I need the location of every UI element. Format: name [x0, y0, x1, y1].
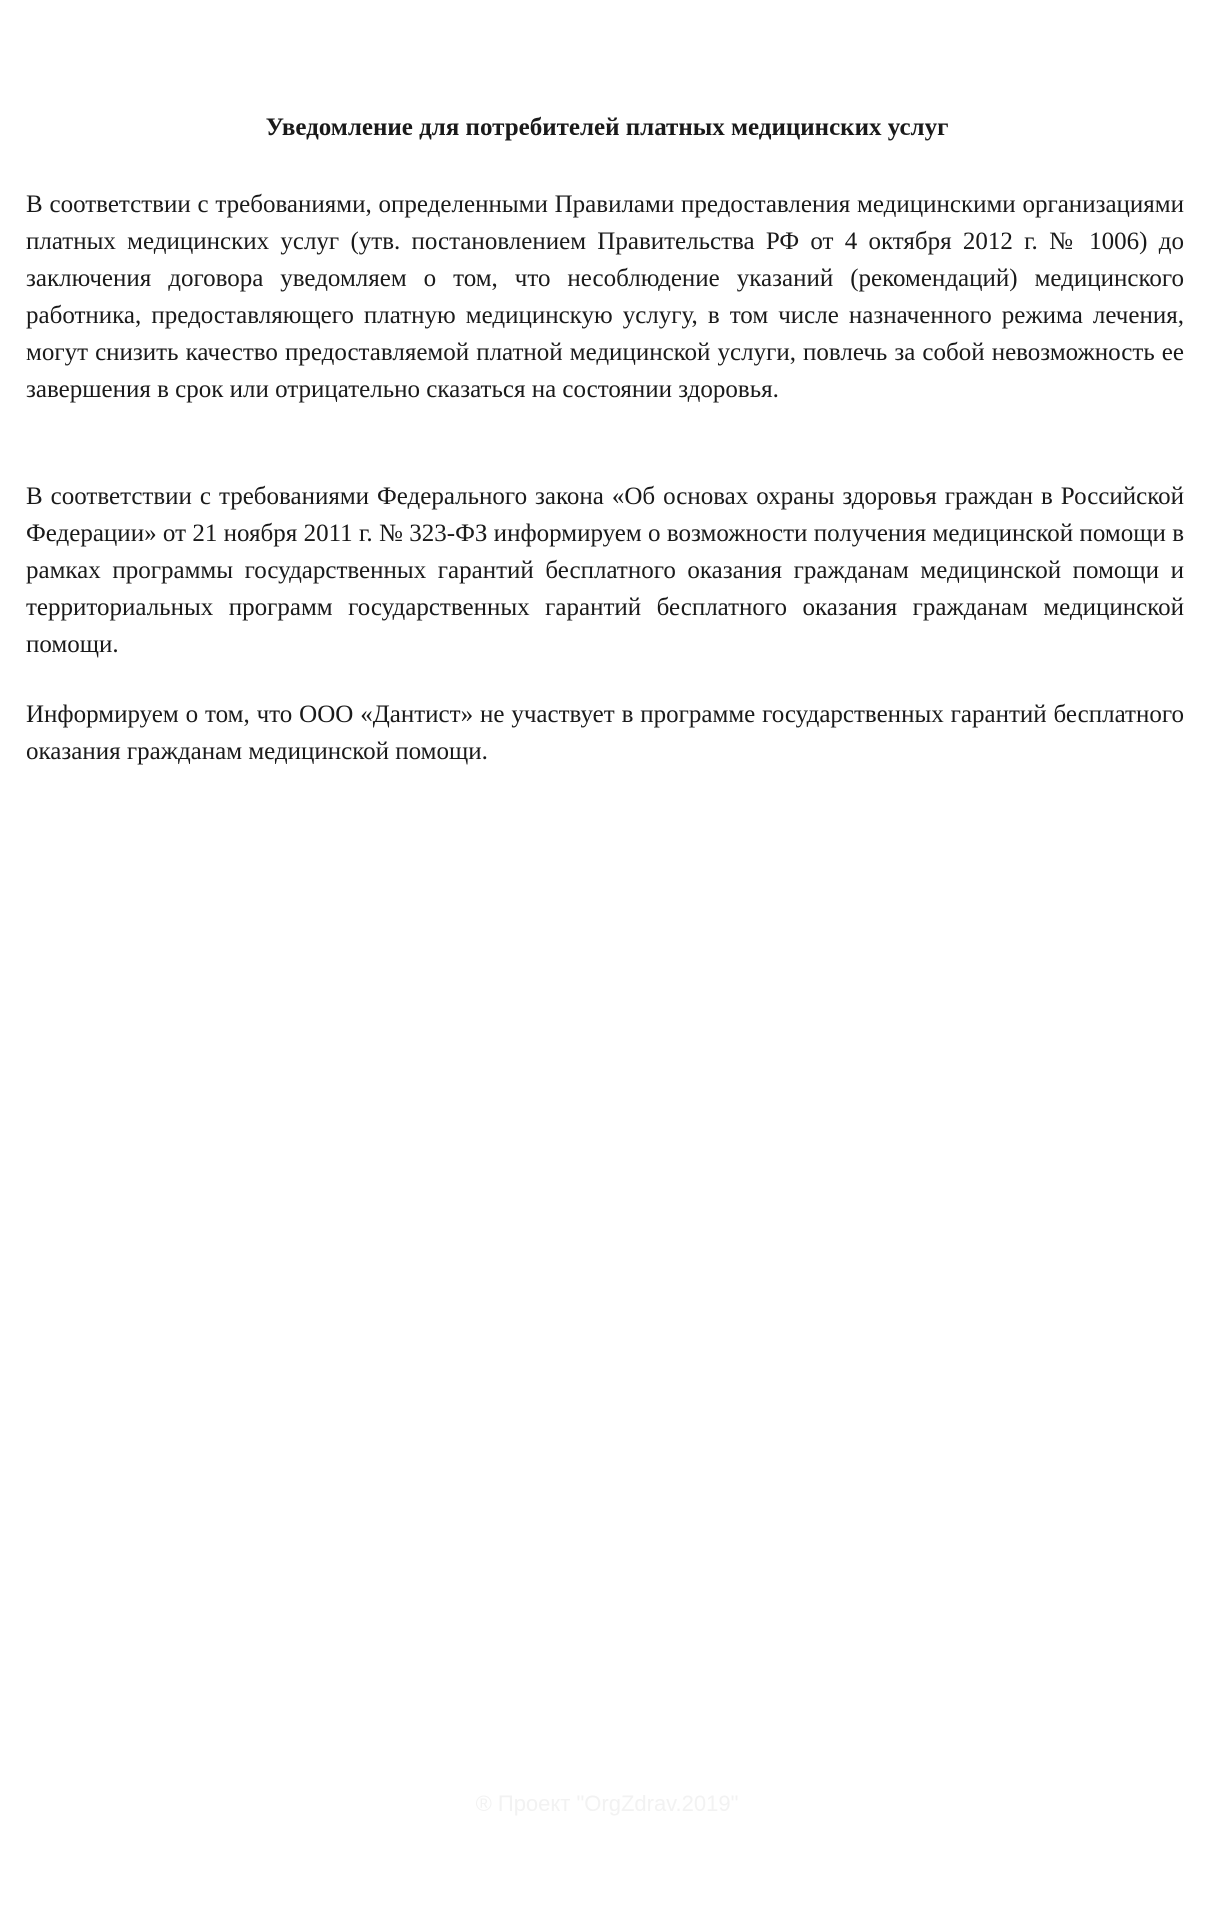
paragraph-state-guarantees: Информируем о том, что ООО «Дантист» не участвует в программе государственных гарантий бесплатного оказания гражданам медицинской помощи.: [26, 701, 1184, 765]
watermark: ® Проект "OrgZdrav.2019": [475, 1791, 739, 1816]
paragraph-paid-services-rules: В соответствии с требованиями, определенными Правилами предоставления медицинскими организациями платных медицинских услуг (утв. постановлением Правительства РФ от 4 октября 2012 г. № 1006) до заключения договора уведомляем о том, что несоблюдение указаний (рекомендаций) медицинского работника, предоставляющего платную медицинскую услугу, в том числе назначенного режима лечения, могут снизить качество предоставляемой платной медицинской услуги, повлечь за собой невозможность ее завершения в срок или отрицательно сказаться на состоянии здоровья.: [26, 191, 1184, 403]
paragraph-federal-law: В соответствии с требованиями Федерального закона «Об основах охраны здоровья граждан в Российской Федерации» от 21 ноября 2011 г. № 323-ФЗ информируем о возможности получения медицинской помощи в рамках программы государственных гарантий бесплатного оказания гражданам медицинской помощи и территориальных программ государственных гарантий бесплатного оказания гражданам медицинской помощи.: [26, 483, 1184, 658]
document-title: Уведомление для потребителей платных медицинских услуг: [265, 114, 949, 141]
